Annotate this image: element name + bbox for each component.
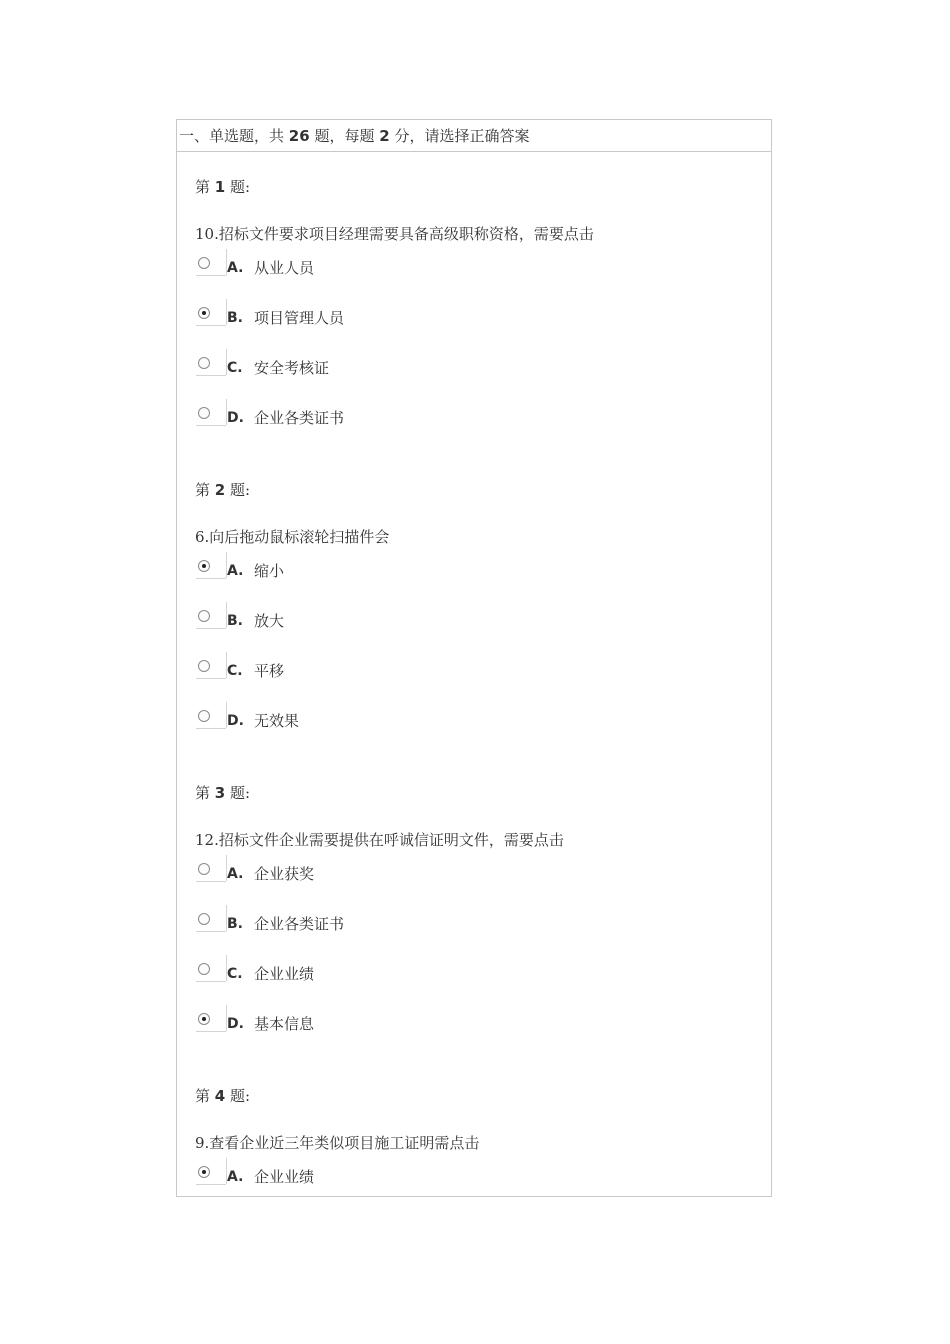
option-letter: B.: [227, 613, 243, 629]
option-text: 无效果: [254, 712, 300, 730]
option-b[interactable]: [195, 913, 771, 963]
question-label-prefix: 第: [195, 178, 211, 196]
question-number: [195, 1085, 771, 1107]
radio-button[interactable]: [198, 710, 210, 722]
option-text: 企业各类证书: [254, 409, 345, 427]
section-middle: 题，每题: [314, 127, 375, 145]
option-text: 企业各类证书: [254, 915, 345, 933]
option-d[interactable]: [195, 407, 771, 457]
question-number-value: 2: [214, 481, 226, 499]
option-b[interactable]: [195, 610, 771, 660]
question-number-value: 1: [214, 178, 226, 196]
radio-button[interactable]: [198, 1166, 210, 1178]
question-2: [195, 479, 771, 760]
option-letter: A.: [227, 260, 244, 276]
option-b[interactable]: [195, 307, 771, 357]
question-number: [195, 176, 771, 198]
option-letter: D.: [227, 1016, 244, 1032]
option-a[interactable]: [195, 863, 771, 913]
radio-button[interactable]: [198, 863, 210, 875]
option-c[interactable]: [195, 357, 771, 407]
question-1: [195, 176, 771, 457]
option-letter: C.: [227, 360, 243, 376]
radio-button[interactable]: [198, 560, 210, 572]
option-letter: B.: [227, 310, 243, 326]
option-letter: D.: [227, 713, 244, 729]
question-number: [195, 782, 771, 804]
question-label-suffix: 题:: [230, 1087, 251, 1105]
radio-button[interactable]: [198, 913, 210, 925]
option-c[interactable]: [195, 660, 771, 710]
option-letter: C.: [227, 663, 243, 679]
radio-button[interactable]: [198, 357, 210, 369]
radio-button[interactable]: [198, 660, 210, 672]
question-label-suffix: 题:: [230, 178, 251, 196]
question-text: 6.向后拖动鼠标滚轮扫描件会: [195, 528, 390, 546]
section-prefix: 一、单选题，共: [179, 127, 285, 145]
option-text: 安全考核证: [254, 359, 330, 377]
radio-button[interactable]: [198, 963, 210, 975]
section-suffix: 分，请选择正确答案: [394, 127, 530, 145]
option-text: 放大: [254, 612, 285, 630]
option-letter: C.: [227, 966, 243, 982]
radio-button[interactable]: [198, 407, 210, 419]
option-a[interactable]: [195, 560, 771, 610]
question-number-value: 4: [214, 1087, 226, 1105]
question-3: [195, 782, 771, 1063]
section-header: [177, 120, 771, 152]
question-4: [195, 1085, 771, 1197]
option-a[interactable]: [195, 1166, 771, 1197]
option-text: 基本信息: [254, 1015, 315, 1033]
radio-button[interactable]: [198, 307, 210, 319]
option-text: 项目管理人员: [254, 309, 345, 327]
question-label-suffix: 题:: [230, 784, 251, 802]
question-label-suffix: 题:: [230, 481, 251, 499]
question-list: [177, 152, 771, 1197]
option-c[interactable]: [195, 963, 771, 1013]
option-letter: B.: [227, 916, 243, 932]
question-text: 12.招标文件企业需要提供在呼诚信证明文件，需要点击: [195, 831, 564, 849]
question-number: [195, 479, 771, 501]
question-label-prefix: 第: [195, 1087, 211, 1105]
quiz-panel: [176, 119, 772, 1197]
option-d[interactable]: [195, 710, 771, 760]
radio-button[interactable]: [198, 1013, 210, 1025]
option-d[interactable]: [195, 1013, 771, 1063]
question-count: 26: [288, 127, 310, 145]
question-label-prefix: 第: [195, 481, 211, 499]
question-text: 10.招标文件要求项目经理需要具备高级职称资格，需要点击: [195, 225, 594, 243]
option-letter: A.: [227, 1169, 244, 1185]
option-text: 平移: [254, 662, 285, 680]
question-number-value: 3: [214, 784, 226, 802]
option-letter: A.: [227, 866, 244, 882]
option-text: 企业业绩: [254, 965, 315, 983]
radio-button[interactable]: [198, 610, 210, 622]
option-letter: A.: [227, 563, 244, 579]
option-text: 缩小: [254, 562, 285, 580]
option-text: 从业人员: [254, 259, 315, 277]
question-score: 2: [379, 127, 390, 145]
option-text: 企业获奖: [254, 865, 315, 883]
option-text: 企业业绩: [254, 1168, 315, 1186]
question-label-prefix: 第: [195, 784, 211, 802]
question-text: 9.查看企业近三年类似项目施工证明需点击: [195, 1134, 480, 1152]
option-a[interactable]: [195, 257, 771, 307]
radio-button[interactable]: [198, 257, 210, 269]
option-letter: D.: [227, 410, 244, 426]
